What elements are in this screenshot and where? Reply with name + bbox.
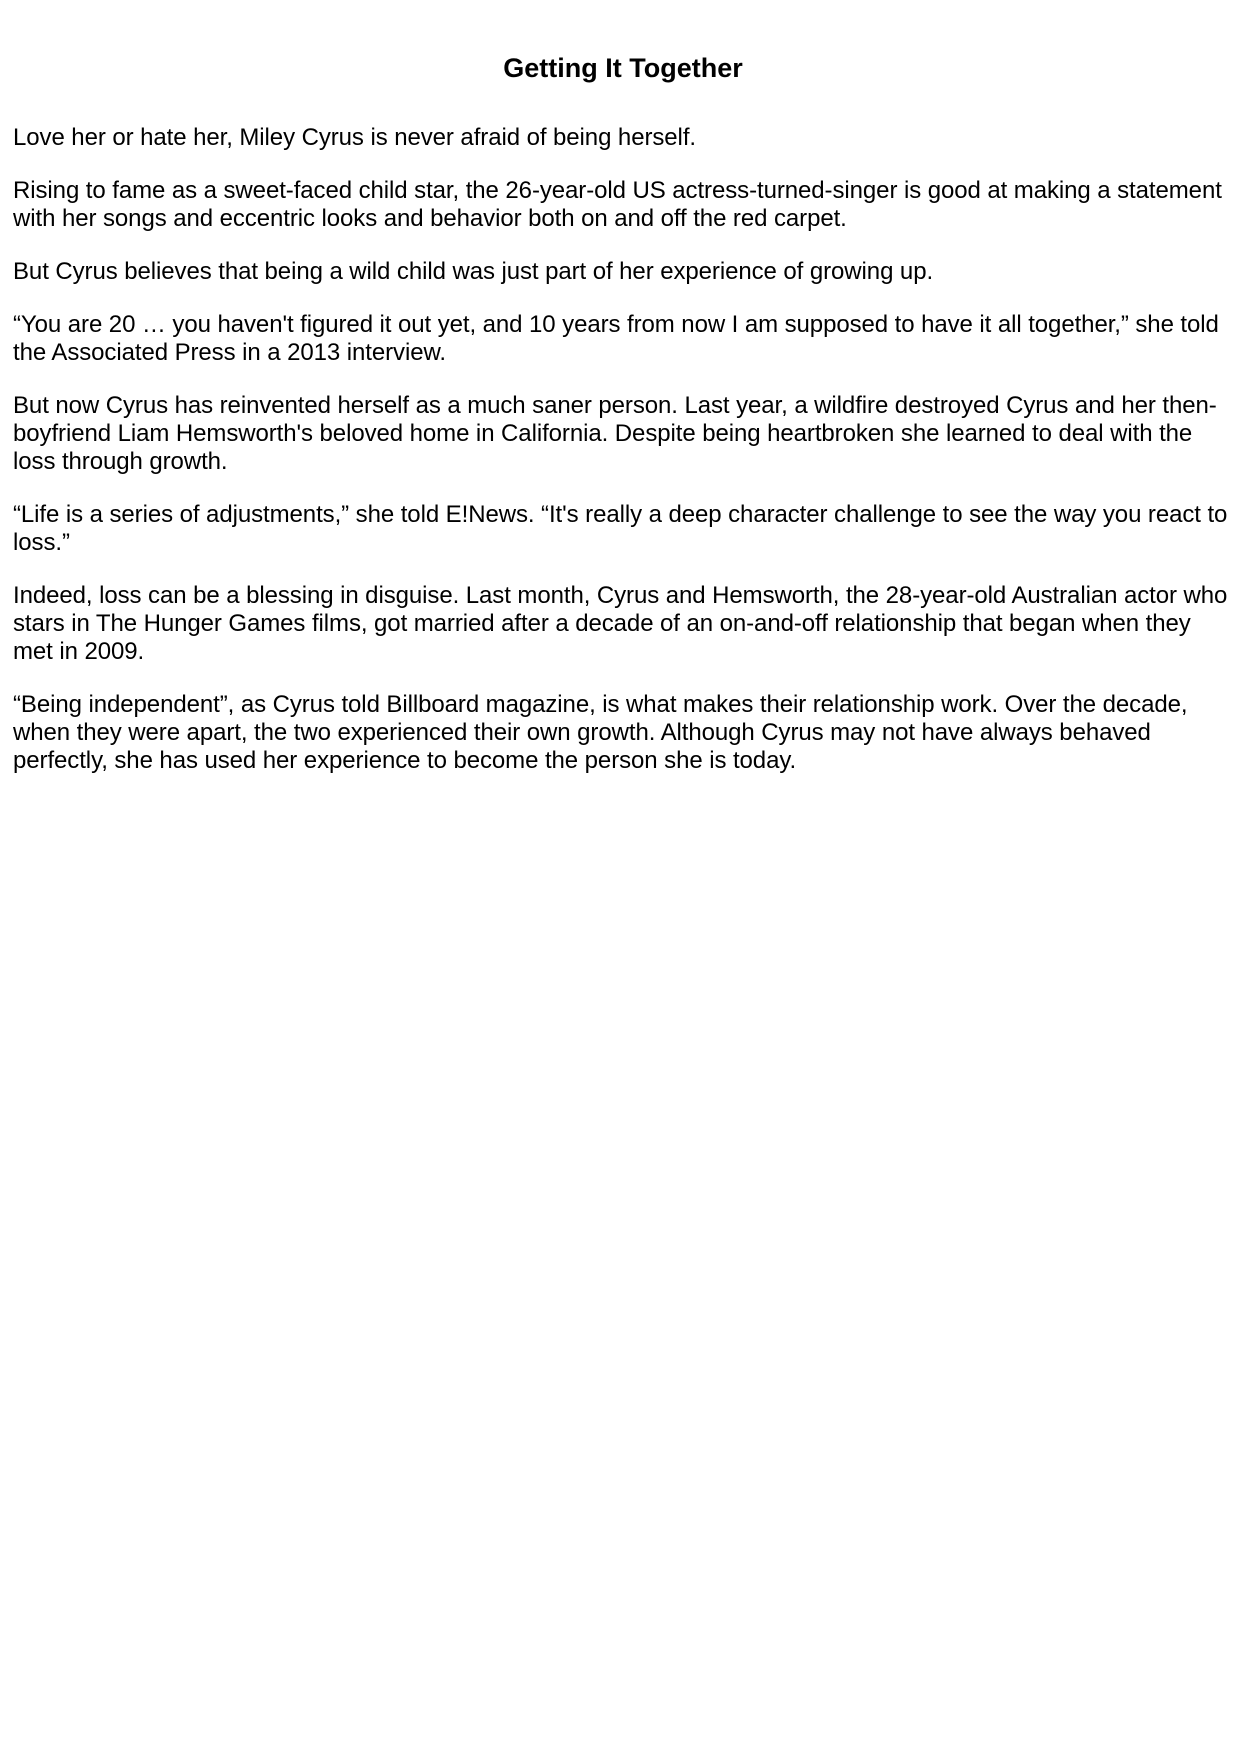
article-paragraph-5: But now Cyrus has reinvented herself as a much saner person. Last year, a wildfire destroyed Cyrus and her then-boyfriend Liam Hemsworth's beloved home in California. Despite being heartbroken she learned to deal with the loss through growth. — [13, 392, 1217, 475]
article-paragraph-1: Love her or hate her, Miley Cyrus is never afraid of being herself. — [13, 124, 696, 151]
article-paragraph-6: “Life is a series of adjustments,” she told E!News. “It's really a deep character challenge to see the way you react to loss.” — [13, 501, 1228, 556]
article-paragraph-7: Indeed, loss can be a blessing in disguise. Last month, Cyrus and Hemsworth, the 28-year-old Australian actor who stars in The Hunger Games films, got married after a decade of an on-and-off relationship that began when they met in 2009. — [13, 582, 1228, 665]
article-paragraph-4: “You are 20 … you haven't figured it out yet, and 10 years from now I am supposed to have it all together,” she told the Associated Press in a 2013 interview. — [13, 311, 1219, 366]
article-paragraph-2: Rising to fame as a sweet-faced child star, the 26-year-old US actress-turned-singer is good at making a statement with her songs and eccentric looks and behavior both on and off the red carpet. — [13, 177, 1222, 232]
article-paragraph-3: But Cyrus believes that being a wild child was just part of her experience of growing up. — [13, 258, 934, 285]
article-paragraph-8: “Being independent”, as Cyrus told Billboard magazine, is what makes their relationship work. Over the decade, when they were apart, the two experienced their own growth. Although Cyrus may not have always behaved perfectly, she has used her experience to become the person she is today. — [13, 691, 1188, 774]
article-title: Getting It Together — [503, 53, 743, 83]
